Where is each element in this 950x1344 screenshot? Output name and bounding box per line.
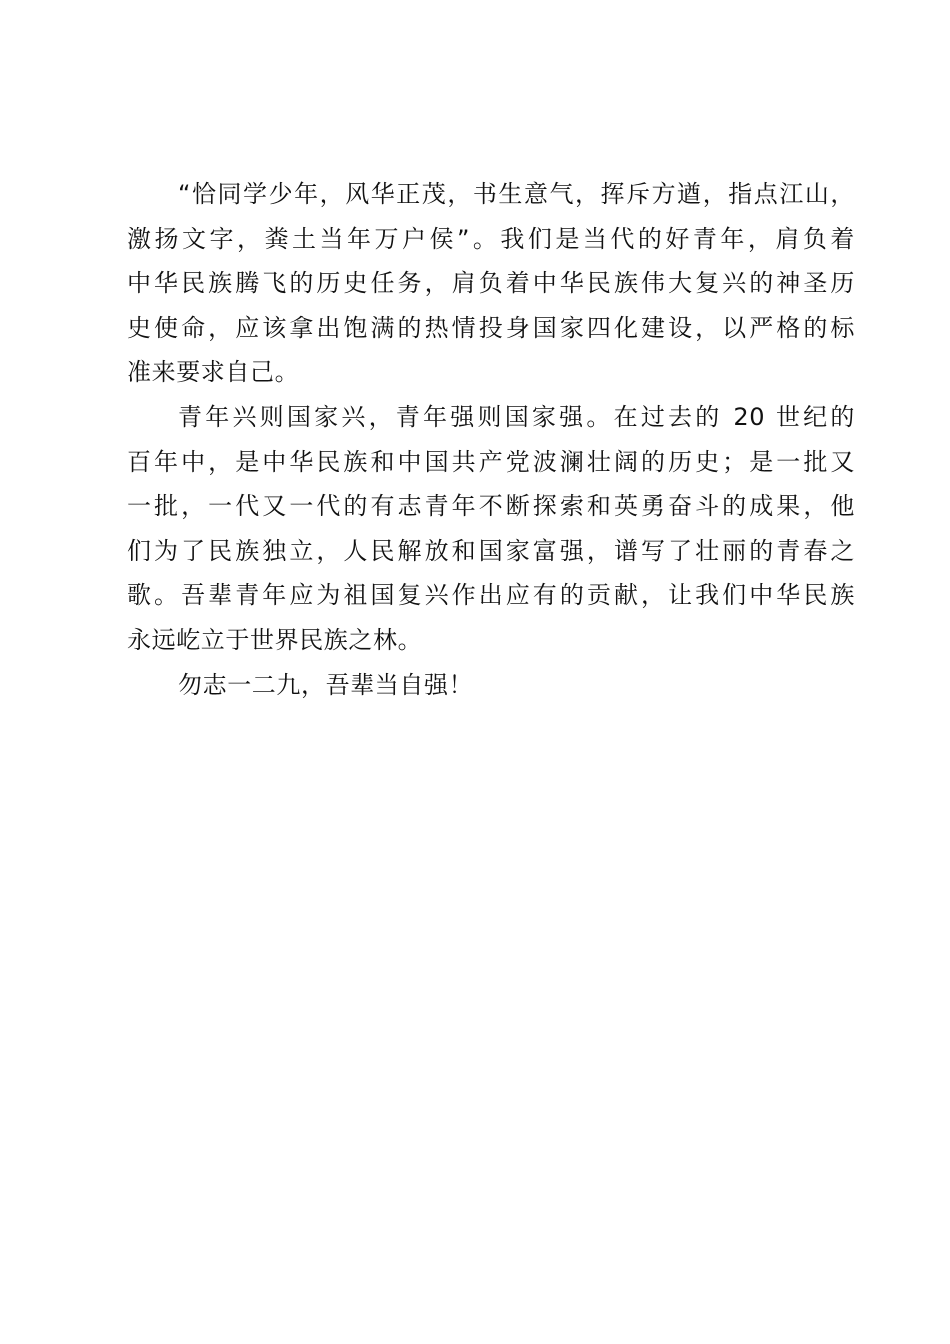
paragraph-line: 青年兴则国家兴，青年强则国家强。在过去的 20 世纪的 bbox=[178, 402, 855, 431]
paragraph-line: 们为了民族独立，人民解放和国家富强，谱写了壮丽的青春之 bbox=[127, 536, 855, 565]
paragraph-3 bbox=[127, 663, 855, 708]
paragraph-line: 中华民族腾飞的历史任务，肩负着中华民族伟大复兴的神圣历 bbox=[127, 269, 855, 298]
paragraph-line: 准来要求自己。 bbox=[127, 358, 300, 387]
paragraph-line: “恰同学少年，风华正茂，书生意气，挥斥方遒，指点江山， bbox=[178, 180, 855, 208]
paragraph-line: 百年中，是中华民族和中国共产党波澜壮阔的历史；是一批又 bbox=[127, 447, 855, 476]
paragraph-2 bbox=[127, 395, 855, 663]
paragraph-line: 歌。吾辈青年应为祖国复兴作出应有的贡献，让我们中华民族 bbox=[127, 581, 855, 610]
paragraph-line: 永远屹立于世界民族之林。 bbox=[127, 625, 423, 654]
paragraph-line: 激扬文字，粪土当年万户侯”。我们是当代的好青年，肩负着 bbox=[127, 224, 855, 253]
paragraph-line: 一批，一代又一代的有志青年不断探索和英勇奋斗的成果，他 bbox=[127, 492, 855, 521]
document-body bbox=[127, 172, 855, 707]
paragraph-line: 史使命，应该拿出饱满的热情投身国家四化建设，以严格的标 bbox=[127, 313, 855, 342]
paragraph-line: 勿志一二九，吾辈当自强！ bbox=[178, 670, 474, 699]
paragraph-1 bbox=[127, 172, 855, 395]
